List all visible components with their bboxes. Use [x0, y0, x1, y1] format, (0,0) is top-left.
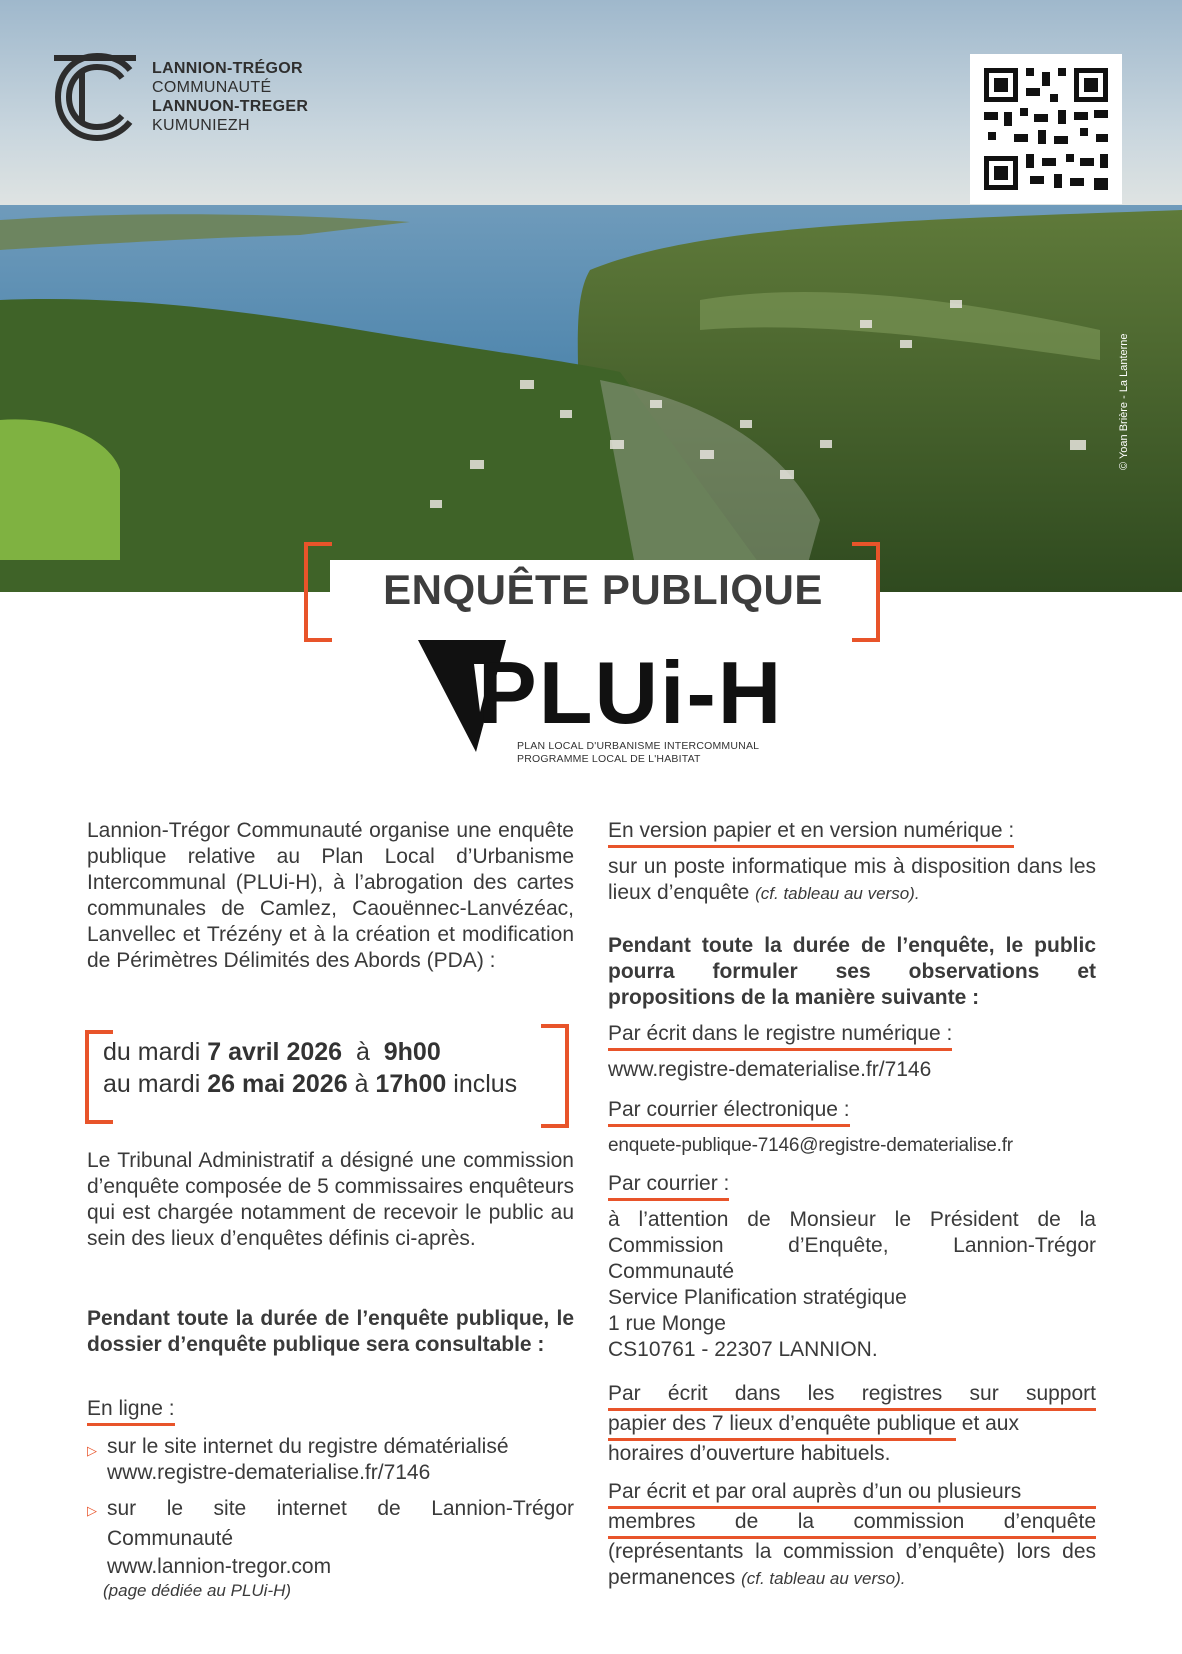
digital-register-link[interactable]: www.registre-dematerialise.fr/7146 [608, 1058, 932, 1081]
dates-bracket-right [541, 1024, 569, 1128]
tribunal-paragraph: Le Tribunal Administratif a désigné une commission d’enquête composée de 5 commissaires enquêteurs qui est chargée notamment de recevoir le public au sein des lieux d’enquêtes définis ci-après. [87, 1149, 574, 1250]
paper-version-label: En version papier et en version numérique : [608, 818, 1014, 848]
observations-heading: Pendant toute la durée de l’enquête, le public pourra formuler ses observations et propositions de la manière suivante : [608, 934, 1096, 1009]
plui-sub-line2: PROGRAMME LOCAL DE L'HABITAT [517, 753, 701, 765]
right-column [608, 818, 1096, 1592]
oral-section [608, 1479, 1096, 1592]
online-item-ltc: ▷ sur le site internet de Lannion-Trégor Communauté www.lannion-tregor.com (page dédiée au PLUi-H) [87, 1497, 574, 1600]
lannion-tregor-logo [52, 52, 308, 142]
postal-street: 1 rue Monge [608, 1312, 726, 1335]
qr-code-icon [970, 54, 1122, 204]
dates-box [85, 1030, 573, 1130]
logo-line2: COMMUNAUTÉ [152, 79, 272, 96]
logo-line1: LANNION-TRÉGOR [152, 60, 303, 77]
registry-link[interactable]: www.registre-dematerialise.fr/7146 [107, 1461, 431, 1484]
date-end: au mardi 26 mai 2026 à 17h00 inclus [103, 1070, 518, 1098]
plui-h-logo-text: PLUi-H [478, 643, 784, 742]
page-title: ENQUÊTE PUBLIQUE [383, 566, 823, 613]
oral-text: (représentants la commission d’enquête) lors des permanences (cf. tableau au verso). [608, 1540, 1096, 1589]
postal-city: CS10761 - 22307 LANNION. [608, 1338, 878, 1361]
paper-registers-section: Par écrit dans les registres sur support papier des 7 lieux d’enquête publique et aux horaires d’ouverture habituels. [608, 1382, 1096, 1465]
email-label: Par courrier électronique : [608, 1097, 850, 1127]
paper-registers-label-1: Par écrit dans les registres sur support [608, 1381, 1096, 1411]
email-address[interactable]: enquete-publique-7146@registre-dematerialise.fr [608, 1135, 1013, 1156]
bullet-triangle-icon: ▷ [87, 1443, 97, 1458]
digital-register-label: Par écrit dans le registre numérique : [608, 1021, 952, 1051]
logo-line4: KUMUNIEZH [152, 117, 250, 134]
paper-registers-hours: horaires d’ouverture habituels. [608, 1442, 891, 1465]
bullet-triangle-icon: ▷ [87, 1503, 97, 1518]
consult-heading: Pendant toute la durée de l’enquête publique, le dossier d’enquête publique sera consultable : [87, 1307, 574, 1356]
online-item-registry: ▷ sur le site internet du registre dématérialisé www.registre-dematerialise.fr/7146 [87, 1434, 574, 1486]
postal-label: Par courrier : [608, 1171, 729, 1201]
online-label: En ligne : [87, 1396, 175, 1426]
photo-credit: © Yoan Brière - La Lanterne [1118, 333, 1130, 470]
online-section [87, 1396, 574, 1602]
ltc-logo-icon [52, 52, 142, 142]
postal-recipient: à l’attention de Monsieur le Président de la Commission d’Enquête, Lannion-Trégor Communauté [608, 1208, 1096, 1283]
date-start: du mardi 7 avril 2026 à 9h00 [103, 1038, 441, 1066]
intro-paragraph: Lannion-Trégor Communauté organise une enquête publique relative au Plan Local d’Urbanisme Intercommunal (PLUi-H), à l’abrogation des cartes communales de Camlez, Caouënnec-Lanvézéac, Lanvellec et Trézény et à la création et modification de Périmètres Délimités des Abords (PDA) : [87, 819, 574, 972]
title-bracket-left [304, 542, 332, 642]
paper-registers-label-2: papier des 7 lieux d’enquête publique [608, 1411, 956, 1441]
paper-version-text: sur un poste informatique mis à disposition dans les lieux d’enquête (cf. tableau au verso). [608, 855, 1096, 904]
logo-line3: LANNUON-TREGER [152, 98, 309, 115]
ltc-website-link[interactable]: www.lannion-tregor.com [107, 1555, 332, 1578]
plui-sub-line1: PLAN LOCAL D'URBANISME INTERCOMMUNAL [517, 740, 760, 752]
postal-service: Service Planification stratégique [608, 1286, 907, 1309]
oral-label-2: membres de la commission d’enquête [608, 1509, 1096, 1539]
qr-code[interactable] [970, 54, 1122, 204]
plui-h-subtitle [517, 740, 759, 766]
oral-label-1: Par écrit et par oral auprès d’un ou plusieurs [608, 1479, 1096, 1509]
